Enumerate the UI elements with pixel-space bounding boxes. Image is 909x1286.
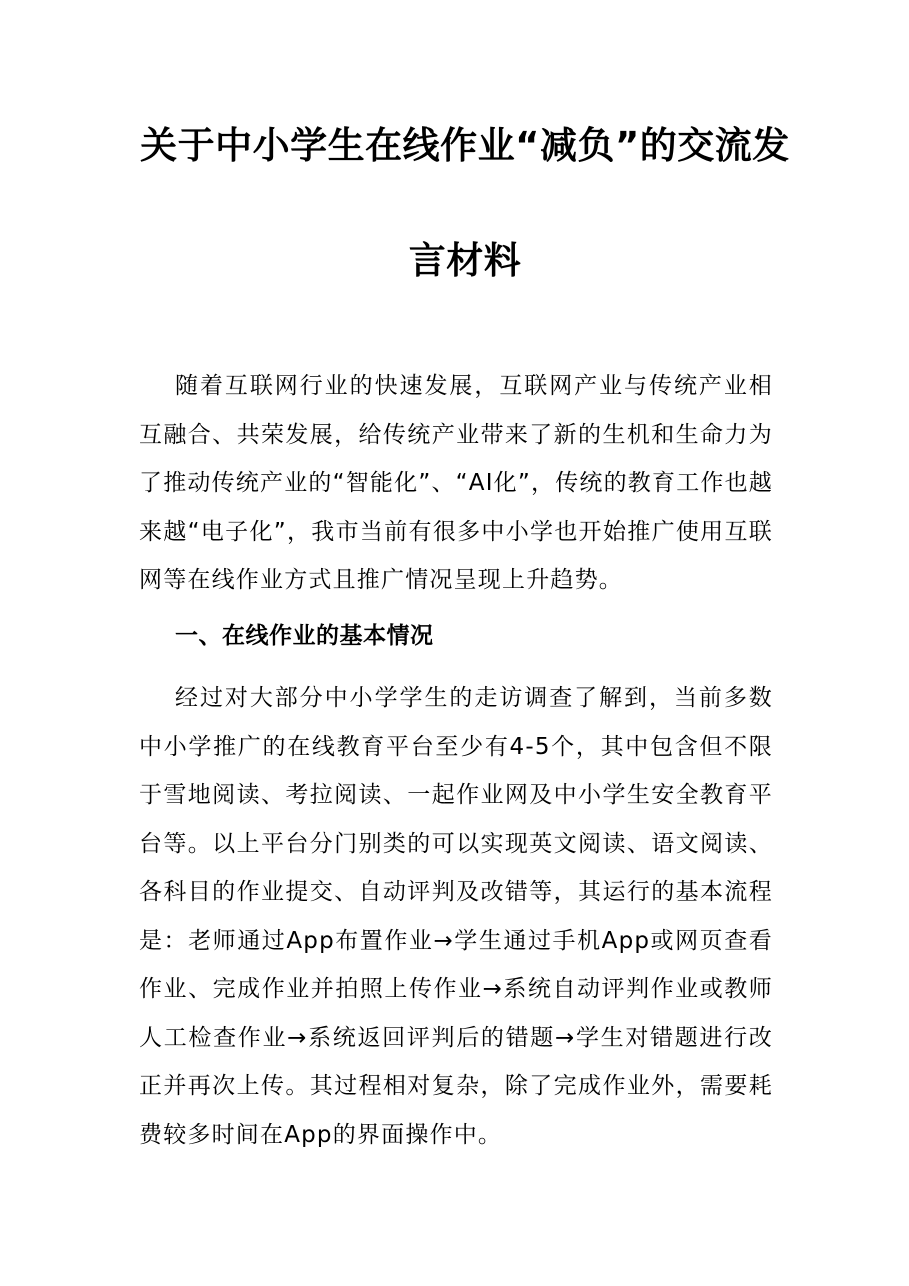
document-title-line-1: 关于中小学生在线作业“减负”的交流发 <box>140 124 790 167</box>
intro-paragraph: 随着互联网行业的快速发展，互联网产业与传统产业相互融合、共荣发展，给传统产业带来了新的生机和生命力为了推动传统产业的“智能化”、“AI化”，传统的教育工作也越来越“电子化”，我市当前有很多中小学也开始推广使用互联网等在线作业方式且推广情况呈现上升趋势。 <box>139 373 773 593</box>
document-title-line-2: 言材料 <box>408 239 522 282</box>
basic-situation-paragraph: 经过对大部分中小学学生的走访调查了解到，当前多数中小学推广的在线教育平台至少有4-5个，其中包含但不限于雪地阅读、考拉阅读、一起作业网及中小学生安全教育平台等。以上平台分门别类的可以实现英文阅读、语文阅读、各科目的作业提交、自动评判及改错等，其运行的基本流程是：老师通过App布置作业→学生通过手机App或网页查看作业、完成作业并拍照上传作业→系统自动评判作业或教师人工检查作业→系统返回评判后的错题→学生对错题进行改正并再次上传。其过程相对复杂，除了完成作业外，需要耗费较多时间在App的界面操作中。 <box>139 685 773 1148</box>
section-heading-basic-situation: 一、在线作业的基本情况 <box>175 623 434 649</box>
